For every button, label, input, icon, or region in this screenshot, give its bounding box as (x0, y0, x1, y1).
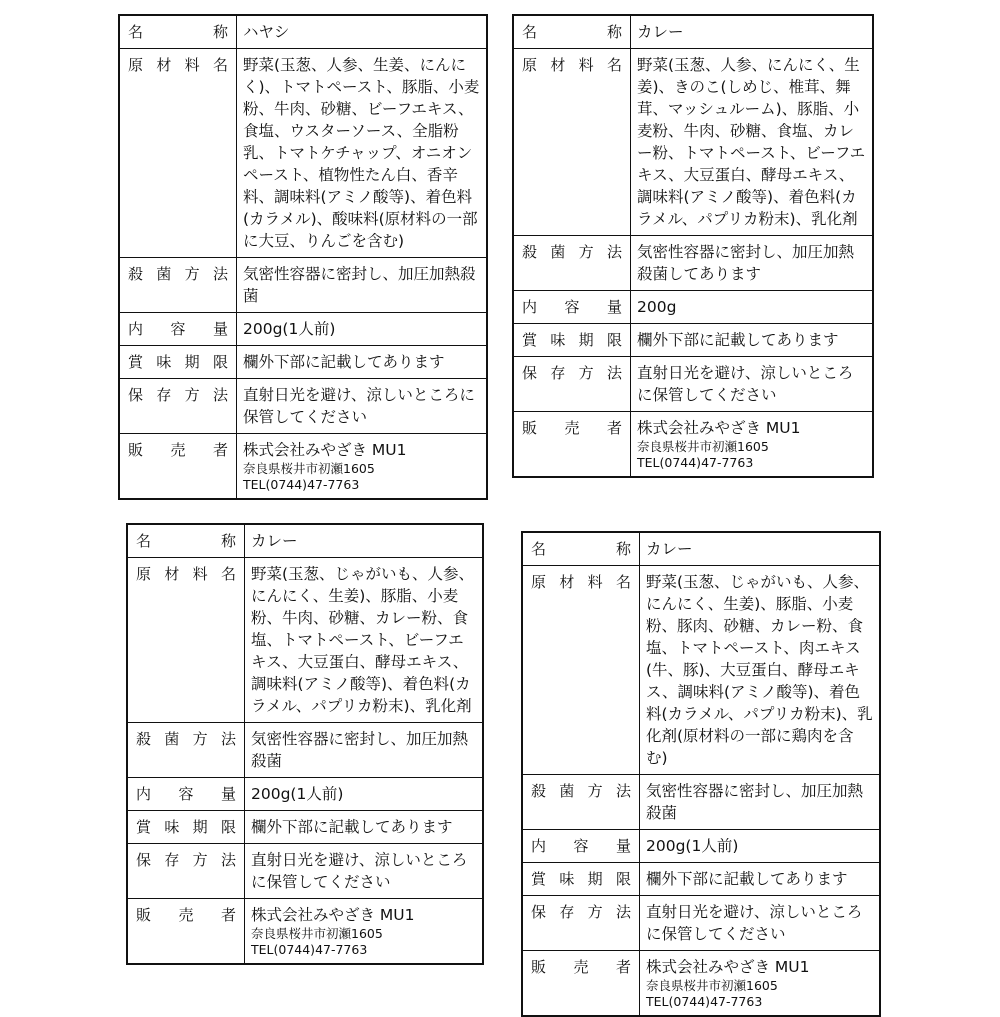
field-key-cell (513, 291, 631, 324)
hayashi-label-table (118, 14, 488, 500)
field-key-cell (513, 15, 631, 49)
best-before-row (127, 811, 483, 844)
seller-name: 株式会社みやざき MU1 (646, 958, 810, 976)
field-key-cell (127, 778, 245, 811)
field-key-cell (127, 723, 245, 778)
field-key-cell (522, 532, 640, 566)
field-key: 保 存 方 法 (136, 851, 236, 869)
seller-name: 株式会社みやざき MU1 (637, 419, 801, 437)
field-key: 殺 菌 方 法 (522, 243, 622, 261)
name-row (119, 15, 487, 49)
field-key: 原 材 料 名 (128, 56, 228, 74)
field-value-text: 200g(1人前) (646, 837, 739, 855)
best-before-row (513, 324, 873, 357)
field-key-cell (522, 566, 640, 775)
field-key: 賞 味 期 限 (522, 331, 622, 349)
field-value-text: 欄外下部に記載してあります (243, 353, 445, 371)
field-key-cell (513, 324, 631, 357)
sterilization-row (127, 723, 483, 778)
net-content-value (245, 778, 484, 811)
sterilization-method-value (237, 258, 488, 313)
field-value-text: 気密性容器に密封し、加圧加熱殺菌 (243, 265, 476, 305)
field-key-cell (522, 951, 640, 1017)
field-key-cell (119, 313, 237, 346)
curry-label-2-table (126, 523, 484, 965)
ingredients-row (127, 558, 483, 723)
field-value-text: 野菜(玉葱、じゃがいも、人参、にんにく、生姜)、豚脂、小麦粉、豚肉、砂糖、カレー粉、食塩、トマトペースト、肉エキス(牛、豚)、大豆蛋白、酵母エキス、調味料(アミノ酸等)、着色料(カラメル、パプリカ粉末)、乳化剤(原材料の一部に鶏肉を含む) (646, 573, 873, 767)
best-before-row (522, 863, 880, 896)
seller-value (237, 434, 488, 500)
field-value-text: カレー (637, 23, 684, 41)
field-value-text: 欄外下部に記載してあります (646, 870, 848, 888)
content-row (513, 291, 873, 324)
storage-method-value (245, 844, 484, 899)
field-value-text: 気密性容器に密封し、加圧加熱殺菌 (251, 730, 469, 770)
curry-label-1-table (512, 14, 874, 478)
field-key-cell (119, 258, 237, 313)
sterilization-method-value (640, 775, 881, 830)
field-key: 販 売 者 (128, 441, 228, 459)
field-value-text: 気密性容器に密封し、加圧加熱殺菌 (646, 782, 864, 822)
field-key: 原 材 料 名 (531, 573, 631, 591)
seller-tel: TEL(0744)47-7763 (646, 994, 763, 1009)
seller-row (119, 434, 487, 500)
field-value-text: ハヤシ (243, 23, 290, 41)
field-key: 販 売 者 (136, 906, 236, 924)
field-key-cell (513, 412, 631, 478)
field-key: 販 売 者 (531, 958, 631, 976)
field-value-text: 野菜(玉葱、人参、にんにく、生姜)、きのこ(しめじ、椎茸、舞茸、マッシュルーム)、豚脂、小麦粉、牛肉、砂糖、食塩、カレー粉、トマトペースト、ビーフエキス、大豆蛋白、酵母エキス、調味料(アミノ酸等)、着色料(カラメル、パプリカ粉末)、乳化剤 (637, 56, 866, 228)
field-key: 原 材 料 名 (136, 565, 236, 583)
field-key: 殺 菌 方 法 (531, 782, 631, 800)
field-key-cell (513, 49, 631, 236)
field-value-text: 200g(1人前) (243, 320, 336, 338)
field-key-cell (127, 524, 245, 558)
field-key: 販 売 者 (522, 419, 622, 437)
seller-address: 奈良県桜井市初瀬1605 (637, 439, 769, 454)
field-key: 保 存 方 法 (128, 386, 228, 404)
product-name-value (245, 524, 484, 558)
ingredients-value (237, 49, 488, 258)
field-key: 名 称 (531, 540, 631, 558)
field-value-text: 欄外下部に記載してあります (637, 331, 839, 349)
best-before-row (119, 346, 487, 379)
name-row (127, 524, 483, 558)
field-key: 原 材 料 名 (522, 56, 622, 74)
field-value-text: カレー (646, 540, 693, 558)
field-key-cell (119, 346, 237, 379)
product-name-value (631, 15, 874, 49)
name-row (513, 15, 873, 49)
best-before-value (245, 811, 484, 844)
name-row (522, 532, 880, 566)
sterilization-method-value (631, 236, 874, 291)
seller-value (631, 412, 874, 478)
field-value-text: 200g(1人前) (251, 785, 344, 803)
content-row (127, 778, 483, 811)
field-value-text: 気密性容器に密封し、加圧加熱殺菌してあります (637, 243, 855, 283)
field-key: 内 容 量 (136, 785, 236, 803)
storage-row (119, 379, 487, 434)
field-key: 賞 味 期 限 (531, 870, 631, 888)
seller-tel: TEL(0744)47-7763 (243, 477, 360, 492)
storage-method-value (631, 357, 874, 412)
field-key: 名 称 (136, 532, 236, 550)
seller-address: 奈良県桜井市初瀬1605 (251, 926, 383, 941)
field-key-cell (522, 775, 640, 830)
product-name-value (237, 15, 488, 49)
sterilization-row (513, 236, 873, 291)
field-key: 保 存 方 法 (522, 364, 622, 382)
seller-row (127, 899, 483, 965)
seller-tel: TEL(0744)47-7763 (251, 942, 368, 957)
field-key: 名 称 (128, 23, 228, 41)
curry-label-3-table (521, 531, 881, 1017)
field-value-text: 直射日光を避け、涼しいところに保管してください (251, 851, 468, 891)
best-before-value (631, 324, 874, 357)
field-value-text: 直射日光を避け、涼しいところに保管してください (646, 903, 863, 943)
product-name-value (640, 532, 881, 566)
net-content-value (237, 313, 488, 346)
storage-method-value (237, 379, 488, 434)
seller-address: 奈良県桜井市初瀬1605 (243, 461, 375, 476)
net-content-value (631, 291, 874, 324)
field-value-text: 直射日光を避け、涼しいところに保管してください (243, 386, 475, 426)
sterilization-row (119, 258, 487, 313)
storage-row (513, 357, 873, 412)
field-key-cell (513, 236, 631, 291)
storage-row (522, 896, 880, 951)
seller-address: 奈良県桜井市初瀬1605 (646, 978, 778, 993)
content-row (119, 313, 487, 346)
content-row (522, 830, 880, 863)
field-key-cell (119, 49, 237, 258)
field-key: 内 容 量 (128, 320, 228, 338)
sterilization-row (522, 775, 880, 830)
field-value-text: 200g (637, 298, 677, 316)
seller-row (522, 951, 880, 1017)
ingredients-row (513, 49, 873, 236)
field-key-cell (127, 844, 245, 899)
sterilization-method-value (245, 723, 484, 778)
field-key: 賞 味 期 限 (128, 353, 228, 371)
seller-name: 株式会社みやざき MU1 (243, 441, 407, 459)
best-before-value (640, 863, 881, 896)
ingredients-value (631, 49, 874, 236)
field-key-cell (127, 558, 245, 723)
field-key-cell (119, 379, 237, 434)
field-key-cell (522, 863, 640, 896)
seller-value (245, 899, 484, 965)
storage-row (127, 844, 483, 899)
field-value-text: カレー (251, 532, 298, 550)
field-key-cell (522, 830, 640, 863)
storage-method-value (640, 896, 881, 951)
ingredients-row (522, 566, 880, 775)
field-key: 賞 味 期 限 (136, 818, 236, 836)
net-content-value (640, 830, 881, 863)
field-value-text: 野菜(玉葱、人参、生姜、にんにく)、トマトペースト、豚脂、小麦粉、牛肉、砂糖、ビーフエキス、食塩、ウスターソース、全脂粉乳、トマトケチャップ、オニオンペースト、植物性たん白、香辛料、調味料(アミノ酸等)、着色料(カラメル)、酸味料(原材料の一部に大豆、りんごを含む) (243, 56, 480, 250)
field-key: 内 容 量 (522, 298, 622, 316)
ingredients-value (640, 566, 881, 775)
field-key-cell (119, 15, 237, 49)
field-key: 内 容 量 (531, 837, 631, 855)
field-key: 殺 菌 方 法 (128, 265, 228, 283)
field-key-cell (127, 811, 245, 844)
field-key-cell (119, 434, 237, 500)
ingredients-value (245, 558, 484, 723)
seller-name: 株式会社みやざき MU1 (251, 906, 415, 924)
seller-row (513, 412, 873, 478)
field-key-cell (127, 899, 245, 965)
seller-tel: TEL(0744)47-7763 (637, 455, 754, 470)
field-key: 名 称 (522, 23, 622, 41)
best-before-value (237, 346, 488, 379)
seller-value (640, 951, 881, 1017)
field-value-text: 欄外下部に記載してあります (251, 818, 453, 836)
ingredients-row (119, 49, 487, 258)
field-key-cell (513, 357, 631, 412)
field-key-cell (522, 896, 640, 951)
field-value-text: 野菜(玉葱、じゃがいも、人参、にんにく、生姜)、豚脂、小麦粉、牛肉、砂糖、カレー粉、食塩、トマトペースト、ビーフエキス、大豆蛋白、酵母エキス、調味料(アミノ酸等)、着色料(カラメル、パプリカ粉末)、乳化剤 (251, 565, 475, 715)
field-key: 殺 菌 方 法 (136, 730, 236, 748)
field-value-text: 直射日光を避け、涼しいところに保管してください (637, 364, 854, 404)
field-key: 保 存 方 法 (531, 903, 631, 921)
